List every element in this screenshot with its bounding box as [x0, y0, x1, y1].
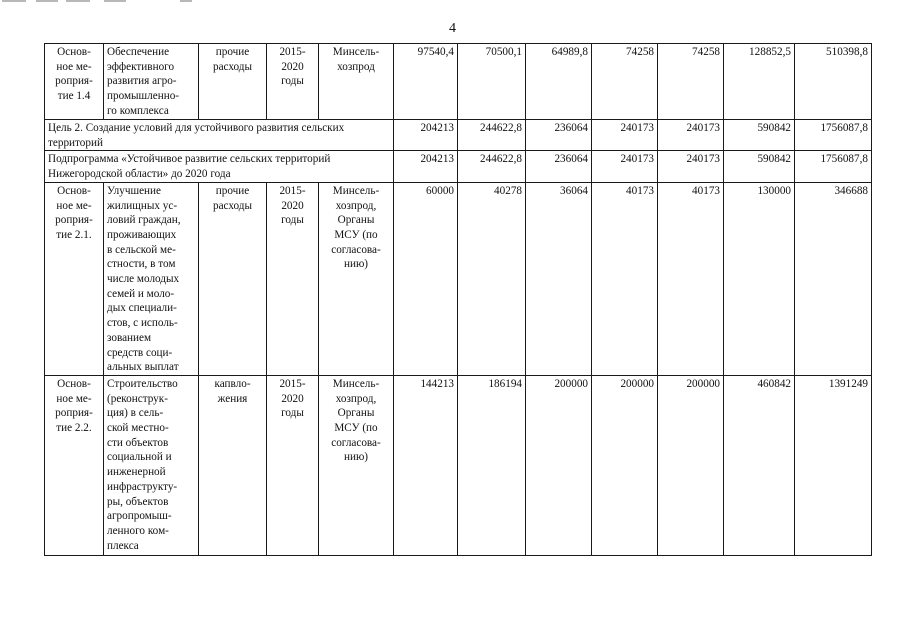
value-cell: 74258 — [658, 44, 724, 120]
table-row-subprogram — [45, 151, 872, 182]
value-cell: 200000 — [592, 375, 658, 555]
value-cell: 97540,4 — [394, 44, 458, 120]
scan-artifact — [180, 0, 192, 2]
value-cell: 40173 — [658, 182, 724, 375]
value-cell: 200000 — [658, 375, 724, 555]
period-cell: 2015- 2020 годы — [267, 375, 319, 555]
executor-cell: Минсель- хозпрод — [319, 44, 394, 120]
measure-title-cell: Обеспечение эффективного развития агро- промышленно- го комплекса — [104, 44, 199, 120]
value-cell: 40278 — [458, 182, 526, 375]
expense-type-cell: капвло- жения — [199, 375, 267, 555]
value-cell: 74258 — [592, 44, 658, 120]
value-cell: 590842 — [724, 120, 795, 151]
value-cell: 60000 — [394, 182, 458, 375]
expense-type-cell: прочие расходы — [199, 182, 267, 375]
value-cell: 36064 — [526, 182, 592, 375]
value-cell: 240173 — [658, 120, 724, 151]
goal-heading-cell: Цель 2. Создание условий для устойчивого развития сельских территорий — [45, 120, 394, 151]
measure-code-cell: Основ- ное ме- роприя- тие 2.1. — [45, 182, 104, 375]
value-cell: 236064 — [526, 120, 592, 151]
value-cell: 144213 — [394, 375, 458, 555]
value-cell: 240173 — [592, 151, 658, 182]
value-cell: 1756087,8 — [795, 151, 872, 182]
value-cell: 244622,8 — [458, 151, 526, 182]
value-cell: 236064 — [526, 151, 592, 182]
expense-type-cell: прочие расходы — [199, 44, 267, 120]
table-row-measure-2-1 — [45, 182, 872, 375]
period-cell: 2015- 2020 годы — [267, 182, 319, 375]
table-row-goal-2 — [45, 120, 872, 151]
value-cell: 70500,1 — [458, 44, 526, 120]
value-cell: 130000 — [724, 182, 795, 375]
table-row-measure-2-2 — [45, 375, 872, 555]
measure-code-cell: Основ- ное ме- роприя- тие 2.2. — [45, 375, 104, 555]
value-cell: 204213 — [394, 120, 458, 151]
executor-cell: Минсель- хозпрод, Органы МСУ (по согласова- нию) — [319, 182, 394, 375]
measure-code-cell: Основ- ное ме- роприя- тие 1.4 — [45, 44, 104, 120]
value-cell: 510398,8 — [795, 44, 872, 120]
value-cell: 204213 — [394, 151, 458, 182]
value-cell: 64989,8 — [526, 44, 592, 120]
value-cell: 186194 — [458, 375, 526, 555]
executor-cell: Минсель- хозпрод, Органы МСУ (по согласова- нию) — [319, 375, 394, 555]
scan-artifact — [2, 0, 26, 2]
value-cell: 40173 — [592, 182, 658, 375]
program-table — [44, 43, 872, 556]
value-cell: 590842 — [724, 151, 795, 182]
value-cell: 240173 — [592, 120, 658, 151]
page-number: 4 — [449, 21, 456, 36]
subprogram-heading-cell: Подпрограмма «Устойчивое развитие сельских территорий Нижегородской области» до 2020 года — [45, 151, 394, 182]
value-cell: 200000 — [526, 375, 592, 555]
measure-title-cell: Строительство (реконструк- ция) в сель- ской местно- сти объектов социальной и инженерной инфраструкту- ры, объектов агропромыш- ленного ком- плекса — [104, 375, 199, 555]
value-cell: 1756087,8 — [795, 120, 872, 151]
period-cell: 2015- 2020 годы — [267, 44, 319, 120]
scan-artifact — [66, 0, 90, 2]
value-cell: 460842 — [724, 375, 795, 555]
value-cell: 128852,5 — [724, 44, 795, 120]
value-cell: 346688 — [795, 182, 872, 375]
table-row-measure-1-4 — [45, 44, 872, 120]
value-cell: 244622,8 — [458, 120, 526, 151]
measure-title-cell: Улучшение жилищных ус- ловий граждан, проживающих в сельской ме- стности, в том числе молодых семей и моло- дых специали- стов, с исполь- зованием средств соци- альных выплат — [104, 182, 199, 375]
scan-artifact — [104, 0, 126, 2]
value-cell: 1391249 — [795, 375, 872, 555]
scan-artifact — [36, 0, 58, 2]
value-cell: 240173 — [658, 151, 724, 182]
